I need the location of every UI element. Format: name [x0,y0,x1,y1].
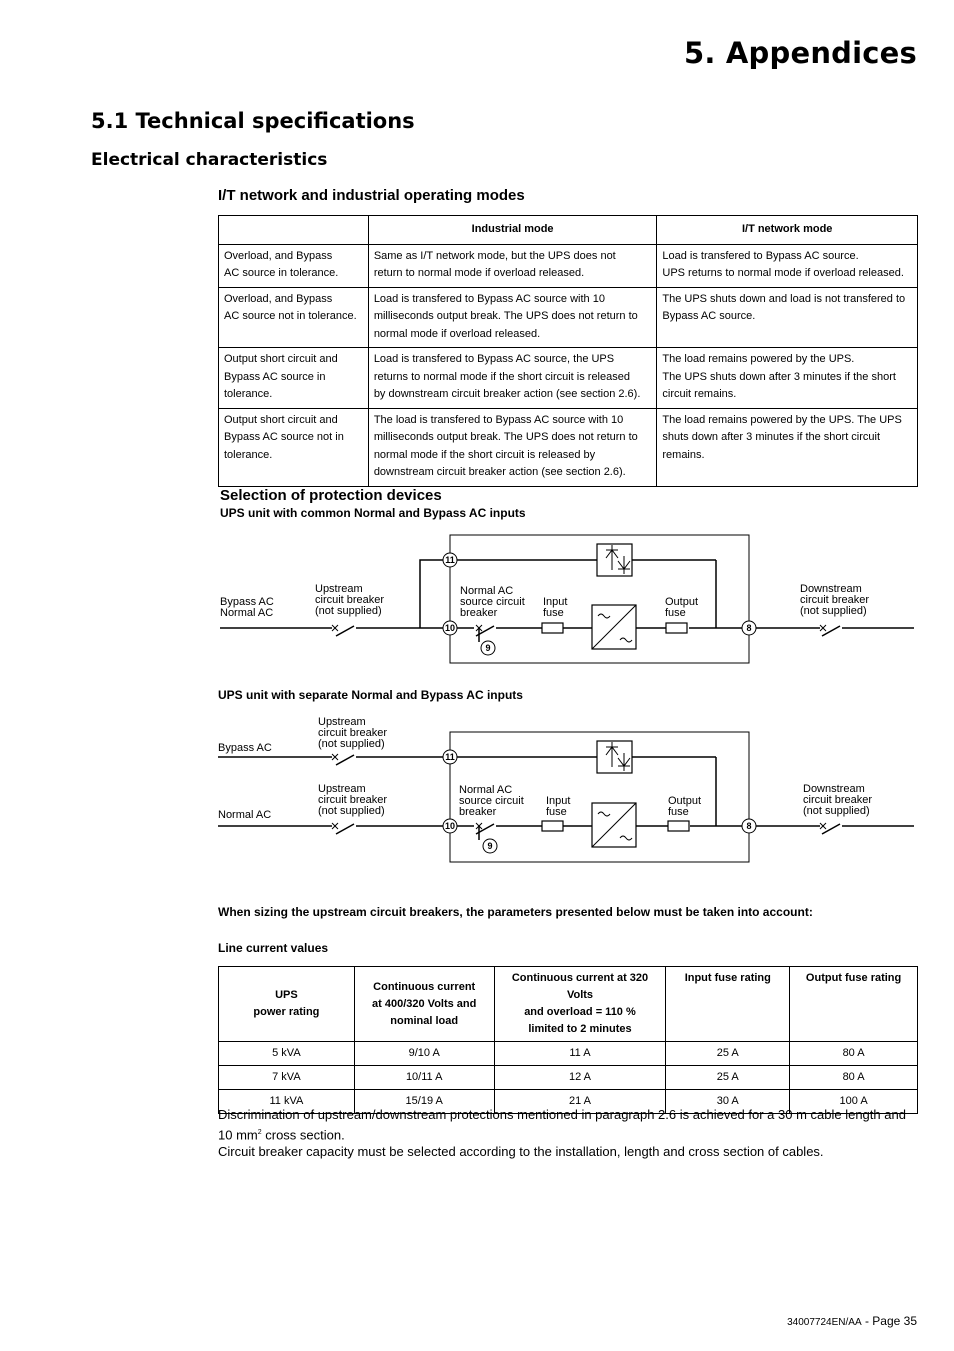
table-cell: 25 A [666,1042,790,1066]
table-cell: The UPS shuts down and load is not transfered to Bypass AC source. [657,287,918,348]
diagram1-caption: UPS unit with common Normal and Bypass AC inputs [220,506,526,520]
table-cell: 10/11 A [354,1066,494,1090]
table-cell: The load is transfered to Bypass AC source with 10 milliseconds output break. The UPS does not return to normal mode if the short circuit is released by downstream circuit breaker action (see section 2.6). [368,408,657,486]
chapter-title: 5. Appendices [684,36,917,70]
table-cell: Output short circuit and Bypass AC source not in tolerance. [219,408,369,486]
table-cell: Overload, and Bypass AC source not in tolerance. [219,287,369,348]
output-fuse-label: Output fuse [665,596,699,619]
table-cell: Load is transfered to Bypass AC source, the UPS returns to normal mode if the short circuit is released by downstream circuit breaker action (see section 2.6). [368,348,657,409]
upstream-bypass-label: Upstream circuit breaker (not supplied) [318,716,388,750]
paragraph-line-2-end: cross section. [261,1126,345,1142]
table-title: I/T network and industrial operating modes [218,187,525,204]
header-cell [219,216,369,245]
input-label: Bypass AC Normal AC [220,596,274,619]
node-9-label: 9 [485,643,491,653]
table-cell: The load remains powered by the UPS. The UPS shuts down after 3 minutes if the short circuit remains. [657,348,918,409]
node-11-label: 11 [445,555,455,565]
header-cell: Industrial mode [368,216,657,245]
header-cell: Input fuse rating [666,967,790,1042]
node-10-label: 10 [444,821,456,831]
header-cell: Output fuse rating [790,967,918,1042]
node-8-label: 8 [746,623,752,633]
table-cell: 9/10 A [354,1042,494,1066]
diagram-common-inputs [214,530,918,670]
table-cell: 15/19 A [354,1090,494,1114]
normal-ac-label: Normal AC [218,809,272,821]
table-cell: 21 A [494,1090,666,1114]
table-row [219,244,918,287]
normal-breaker-label: Normal AC source circuit breaker [460,585,525,619]
protection-title: Selection of protection devices [220,487,442,504]
header-cell: Continuous current at 320 Volts and overload = 110 % limited to 2 minutes [494,967,666,1042]
table-row [219,408,918,486]
section-title: 5.1 Technical specifications [91,109,415,133]
modes-table [218,215,918,487]
sizing-note: When sizing the upstream circuit breakers, the parameters presented below must be taken into account: [218,905,813,919]
input-fuse-label: Input fuse [546,795,571,818]
paragraph-line-3: Circuit breaker capacity must be selected according to the installation, length and cross section of cables. [218,1144,824,1160]
normal-breaker-label: Normal AC source circuit breaker [459,784,524,818]
output-fuse-label: Output fuse [668,795,702,818]
header-cell: Continuous current at 400/320 Volts and nominal load [354,967,494,1042]
table-row [219,348,918,409]
upstream-normal-label: Upstream circuit breaker (not supplied) [318,783,388,817]
diagram2-caption: UPS unit with separate Normal and Bypass AC inputs [218,688,523,702]
table-cell: 12 A [494,1066,666,1090]
paragraph-line-1: Discrimination of upstream/downstream protections mentioned in paragraph 2.6 is achieved for a 30 m cable length and [218,1107,906,1122]
table-row [219,1042,918,1066]
bypass-ac-label: Bypass AC [218,742,272,754]
table-cell: Overload, and Bypass AC source in tolerance. [219,244,369,287]
table-cell: Load is transfered to Bypass AC source. UPS returns to normal mode if overload released. [657,244,918,287]
table-cell: Output short circuit and Bypass AC source in tolerance. [219,348,369,409]
page-footer [787,1314,917,1328]
discrimination-paragraph [218,1106,918,1161]
table-row [219,287,918,348]
input-fuse-label: Input fuse [543,596,568,619]
table-cell: The load remains powered by the UPS. The UPS shuts down after 3 minutes if the short circuit remains. [657,408,918,486]
table-cell: 30 A [666,1090,790,1114]
subsection-title: Electrical characteristics [91,150,328,170]
paragraph-line-2-start: 10 mm [218,1126,258,1142]
table-row [219,1066,918,1090]
line-current-title: Line current values [218,941,329,955]
downstream-breaker-label: Downstream circuit breaker (not supplied) [800,583,870,617]
table-cell: 5 kVA [219,1042,355,1066]
upstream-breaker-label: Upstream circuit breaker (not supplied) [315,583,385,617]
table-cell: Same as I/T network mode, but the UPS does not return to normal mode if overload released. [368,244,657,287]
line-current-table [218,966,918,1114]
table-cell: Load is transfered to Bypass AC source with 10 milliseconds output break. The UPS does not return to normal mode if overload released. [368,287,657,348]
table-cell: 80 A [790,1042,918,1066]
superscript: 2 [257,1128,262,1136]
table-cell: 25 A [666,1066,790,1090]
table-cell: 80 A [790,1066,918,1090]
table-cell: 7 kVA [219,1066,355,1090]
header-cell: UPS power rating [219,967,355,1042]
node-10-label: 10 [444,623,456,633]
node-8-label: 8 [746,821,752,831]
downstream-breaker-label: Downstream circuit breaker (not supplied) [803,783,873,817]
table-cell: 11 A [494,1042,666,1066]
node-9-label: 9 [487,841,493,851]
table-header-row [219,967,918,1042]
paragraph-line-2 [218,1124,918,1144]
page-number: - Page 35 [861,1314,917,1328]
table-cell: 100 A [790,1090,918,1114]
table-cell: 11 kVA [219,1090,355,1114]
doc-code: 34007724EN/AA [787,1317,862,1328]
header-cell: I/T network mode [657,216,918,245]
diagram-separate-inputs [214,712,918,867]
table-header-row [219,216,918,245]
node-11-label: 11 [445,752,455,762]
